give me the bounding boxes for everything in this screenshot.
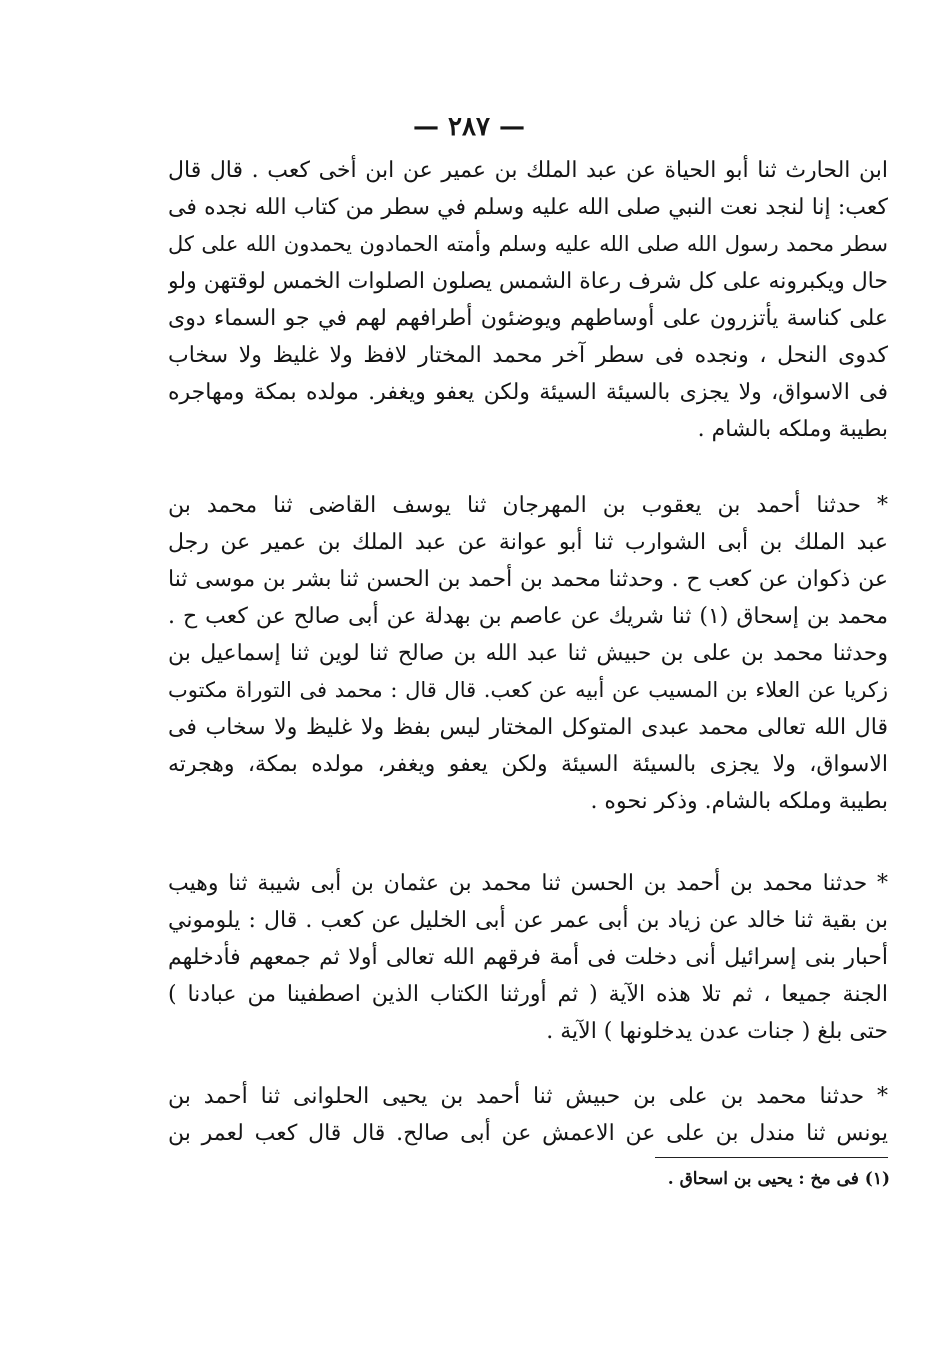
text-line: بطيبة وملكه بالشام. وذكر نحوه . [590,789,888,814]
paragraph-4 [168,1078,888,1152]
text-line: على كناسة يأتزرون على أوساطهم ويوضئون أطرافهم لهم في جو السماء دوى [168,306,888,331]
text-line: حال ويكبرونه على كل شرف رعاة الشمس يصلون الصلوات الخمس لوقتهن ولو [168,269,888,294]
text-line: يونس ثنا مندل بن على عن الاعمش عن أبى صالح. قال قال كعب لعمر بن [168,1121,888,1146]
paragraph-2 [168,487,888,820]
text-line: فى الاسواق، ولا يجزى بالسيئة السيئة ولكن يعفو ويغفر. مولده بمكة ومهاجره [168,380,888,405]
text-line: * حدثنا محمد بن أحمد بن الحسن ثنا محمد بن عثمان بن أبى شيبة ثنا وهيب [168,871,888,896]
text-line: حتى بلغ ( جنات عدن يدخلونها ) الآية . [546,1019,888,1044]
text-line: أحبار بنى إسرائيل أنى دخلت فى أمة فرقهم الله تعالى أولا ثم جمعهم فأدخلهم [168,945,888,970]
text-line: الجنة جميعا ، ثم تلا هذه الآية ( ثم أورثنا الكتاب الذين اصطفينا من عبادنا ) [168,982,888,1007]
text-line: زكريا عن العلاء بن المسيب عن أبيه عن كعب. قال قال : محمد فى التوراة مكتوب [168,678,888,702]
text-line: عن ذكوان عن كعب ح . وحدثنا محمد بن أحمد بن الحسن ثنا بشر بن موسى ثنا [168,567,888,592]
text-line: * حدثنا أحمد بن يعقوب بن المهرجان ثنا يوسف القاضى ثنا محمد بن [168,493,888,518]
text-line: بن بقية ثنا خالد عن زياد بن أبى عمر عن أبى الخليل عن كعب . قال : يلوموني [168,908,888,933]
text-line: عبد الملك بن أبى الشوارب ثنا أبو عوانة عن عبد الملك بن عمير عن رجل [168,530,888,555]
paragraph-3 [168,865,888,1050]
text-line: وحدثنا محمد بن على بن حبيش ثنا عبد الله بن صالح ثنا لوين ثنا إسماعيل بن [168,641,888,666]
text-line: قال الله تعالى محمد عبدى المتوكل المختار ليس بفظ ولا غليظ ولا سخاب فى [168,715,888,740]
text-line: كدوى النحل ، ونجده فى سطر آخر محمد المختار لافظ ولا غليظ ولا سخاب [168,343,888,368]
footnote: (١) فى مخ : يحيى بن اسحاق . [667,1169,890,1189]
page-number: — ٢٨٧ — [412,112,526,142]
text-line: محمد بن إسحاق (١) ثنا شريك عن عاصم بن بهدلة عن أبى صالح عن كعب ح . [168,604,888,629]
text-line: ابن الحارث ثنا أبو الحياة عن عبد الملك بن عمير عن ابن أخى كعب . قال قال [168,158,888,183]
footnote-divider [655,1157,888,1158]
paragraph-1 [168,152,888,448]
text-line: كعب: إنا لنجد نعت النبي صلى الله عليه وسلم في سطر من كتاب الله نجده فى [168,195,888,220]
text-line: بطيبة وملكه بالشام . [697,417,888,442]
text-line: * حدثنا محمد بن على بن حبيش ثنا أحمد بن يحيى الحلوانى ثنا أحمد بن [168,1084,888,1109]
text-line: سطر محمد رسول الله صلى الله عليه وسلم وأمته الحمادون يحمدون الله على كل [168,232,888,256]
text-line: الاسواق، ولا يجزى بالسيئة السيئة ولكن يعفو ويغفر، مولده بمكة، وهجرته [168,752,888,777]
